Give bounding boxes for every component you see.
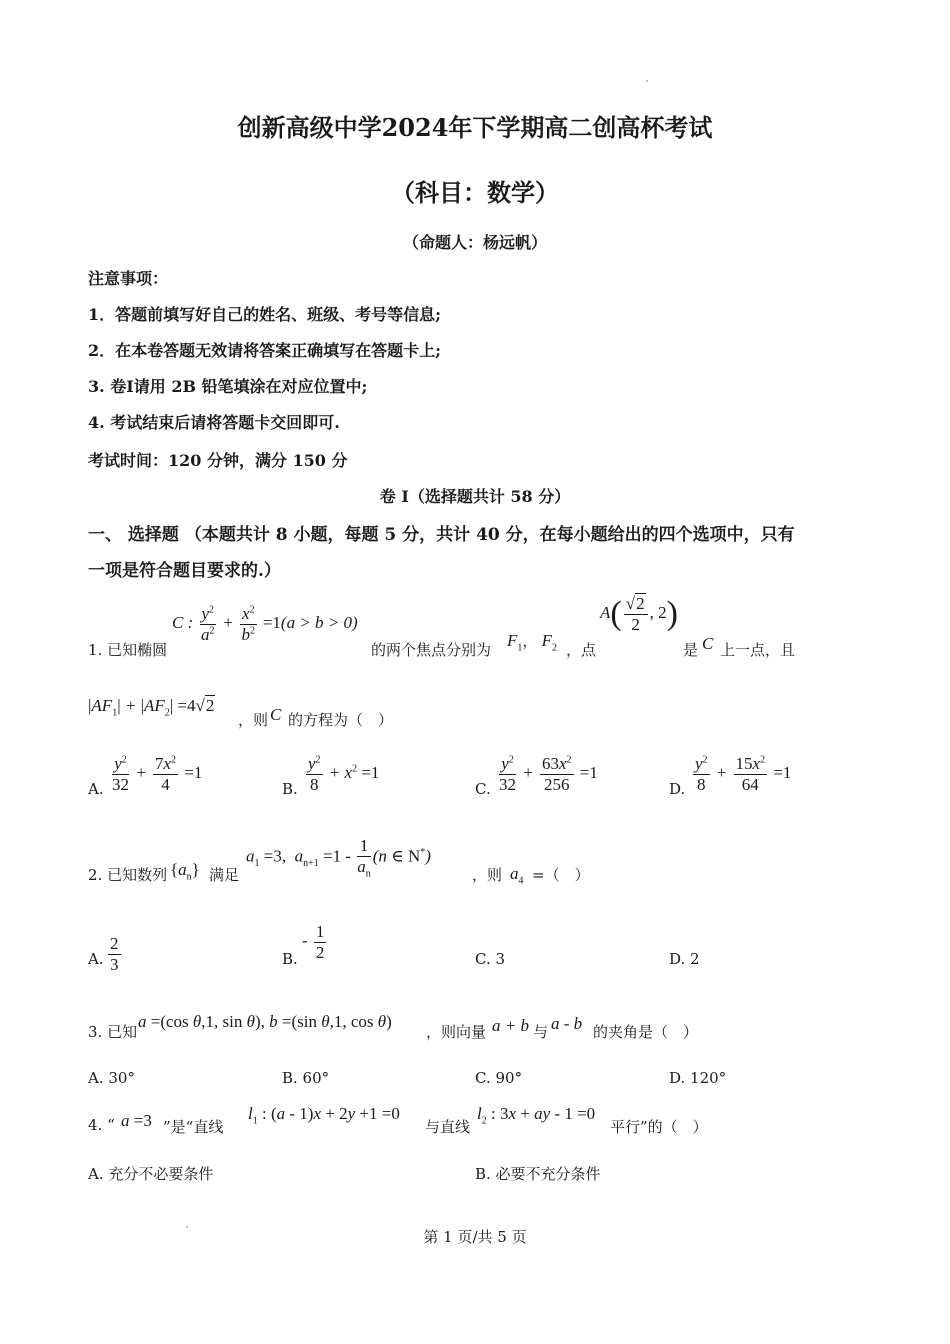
page-footer: 第 1 页/共 5 页 <box>423 1228 527 1246</box>
q4-option-A[interactable]: A. 充分不必要条件 <box>88 1165 214 1183</box>
q4-line-l1: $l_1$ : (a - 1)x + 2y +1 =0 <box>248 1104 400 1127</box>
q1-condition: $|AF_1| + |AF_2| =4√2$ <box>88 696 215 719</box>
q4-mid2: 与直线 <box>425 1118 471 1136</box>
q2-option-C[interactable]: C. 3 <box>475 950 506 968</box>
q4-condition: a =3 <box>121 1111 152 1130</box>
q1-curve-C: C <box>702 634 714 653</box>
q2-option-B-label[interactable]: B. <box>282 950 298 968</box>
note-item-3: 3. 卷Ⅰ请用 2B 铅笔填涂在对应位置中; <box>88 377 368 396</box>
q3-sum: a + b <box>492 1016 529 1035</box>
q1-ellipse-equation: C : $\frac{y^2}{a^2}$ + $\frac{x^2}{b^2}$ =1(a > b > 0) <box>172 604 358 644</box>
scan-speck <box>646 80 648 82</box>
q4-line-l2: $l_2$ : 3x + ay - 1 =0 <box>477 1104 596 1127</box>
q1-point-A: A( $\frac{√2}{2}$ , 2) <box>600 594 678 634</box>
q4-prefix: 4. “ <box>88 1116 115 1134</box>
q3-diff: a - b <box>551 1014 583 1033</box>
q3-option-B[interactable]: B. 60° <box>282 1069 330 1087</box>
q1-prefix: 1. 已知椭圆 <box>88 641 168 659</box>
q2-mid: 满足 <box>209 866 240 884</box>
q1-option-A-label[interactable]: A. <box>88 780 104 798</box>
q1-option-D-label[interactable]: D. <box>669 780 686 798</box>
q1-option-D-expr: $\frac{y^2}{8}$ + $\frac{15x^2}{64}$ =1 <box>695 754 792 794</box>
q2-recurrence: $a_1 =3$, $a_{n+1} =1$ - $\frac{1}{a_n}$ (n ∈ N*) <box>246 836 431 879</box>
q2-tail: ，则 <box>472 866 503 884</box>
q3-end: 的夹角是（ ） <box>593 1023 699 1041</box>
q1-point-text: ，点 <box>566 641 597 659</box>
q3-prefix: 3. 已知 <box>88 1023 138 1041</box>
notes-heading: 注意事项： <box>88 269 169 288</box>
exam-subject: （科目：数学） <box>391 178 559 207</box>
q2-option-B-expr: - $\frac{1}{2}$ <box>302 922 325 962</box>
note-item-2: 2．在本卷答题无效请将答案正确填写在答题卡上; <box>88 341 442 360</box>
q3-vectors: a =(cos θ,1, sin θ), b =(sin θ,1, cos θ) <box>138 1012 392 1031</box>
q3-option-A[interactable]: A. 30° <box>88 1069 135 1087</box>
q1-curve-C2: C <box>270 705 282 724</box>
q2-option-A-expr: $\frac{2}{3}$ <box>110 934 119 974</box>
exam-time: 考试时间：120 分钟，满分 150 分 <box>88 451 348 470</box>
q1-line2-tail: ，则 <box>238 711 269 729</box>
q2-sequence: $\{a_n\}$ <box>170 860 200 883</box>
part-heading-line2: 一项是符合题目要求的.） <box>88 561 281 581</box>
exam-title: 创新高级中学2024年下学期高二创高杯考试 <box>237 113 713 142</box>
q2-a4: $a_4$ <box>510 864 524 887</box>
q4-mid: ”是“直线 <box>163 1118 224 1136</box>
q2-option-A-label[interactable]: A. <box>88 950 104 968</box>
q1-option-B-expr: $\frac{y^2}{8}$ + $x^2 =1$ <box>308 754 380 794</box>
q1-option-C-label[interactable]: C. <box>475 780 491 798</box>
note-item-1: 1．答题前填写好自己的姓名、班级、考号等信息; <box>88 305 442 324</box>
q4-option-B[interactable]: B. 必要不充分条件 <box>475 1165 601 1183</box>
volume-title: 卷 I（选择题共计 58 分） <box>379 487 571 506</box>
q2-end: =（ ） <box>532 866 590 884</box>
exam-author: （命题人：杨远帆） <box>402 233 547 252</box>
q1-foci: $F_1$， $F_2$ <box>507 631 558 654</box>
note-item-4: 4. 考试结束后请将答题卡交回即可. <box>88 413 340 432</box>
q3-mid: ，则向量 <box>426 1023 487 1041</box>
q1-option-C-expr: $\frac{y^2}{32}$ + $\frac{63x^2}{256}$ =1 <box>499 754 598 794</box>
q3-option-C[interactable]: C. 90° <box>475 1069 523 1087</box>
q1-option-A-expr: $\frac{y^2}{32}$ + $\frac{7x^2}{4}$ =1 <box>112 754 203 794</box>
q3-option-D[interactable]: D. 120° <box>669 1069 727 1087</box>
q1-mid: 的两个焦点分别为 <box>371 641 492 659</box>
q1-line2-end: 的方程为（ ） <box>288 711 394 729</box>
q1-option-B-label[interactable]: B. <box>282 780 298 798</box>
q2-option-D[interactable]: D. 2 <box>669 950 700 968</box>
q1-on-text: 是 <box>683 641 699 659</box>
q3-with: 与 <box>533 1023 549 1041</box>
part-heading-line1: 一、 选择题 （本题共计 8 小题，每题 5 分，共计 40 分，在每小题给出的四个选项中，只有 <box>88 525 795 545</box>
q1-tail: 上一点，且 <box>720 641 796 659</box>
q2-prefix: 2. 已知数列 <box>88 866 168 884</box>
q4-end: 平行”的（ ） <box>610 1118 708 1136</box>
